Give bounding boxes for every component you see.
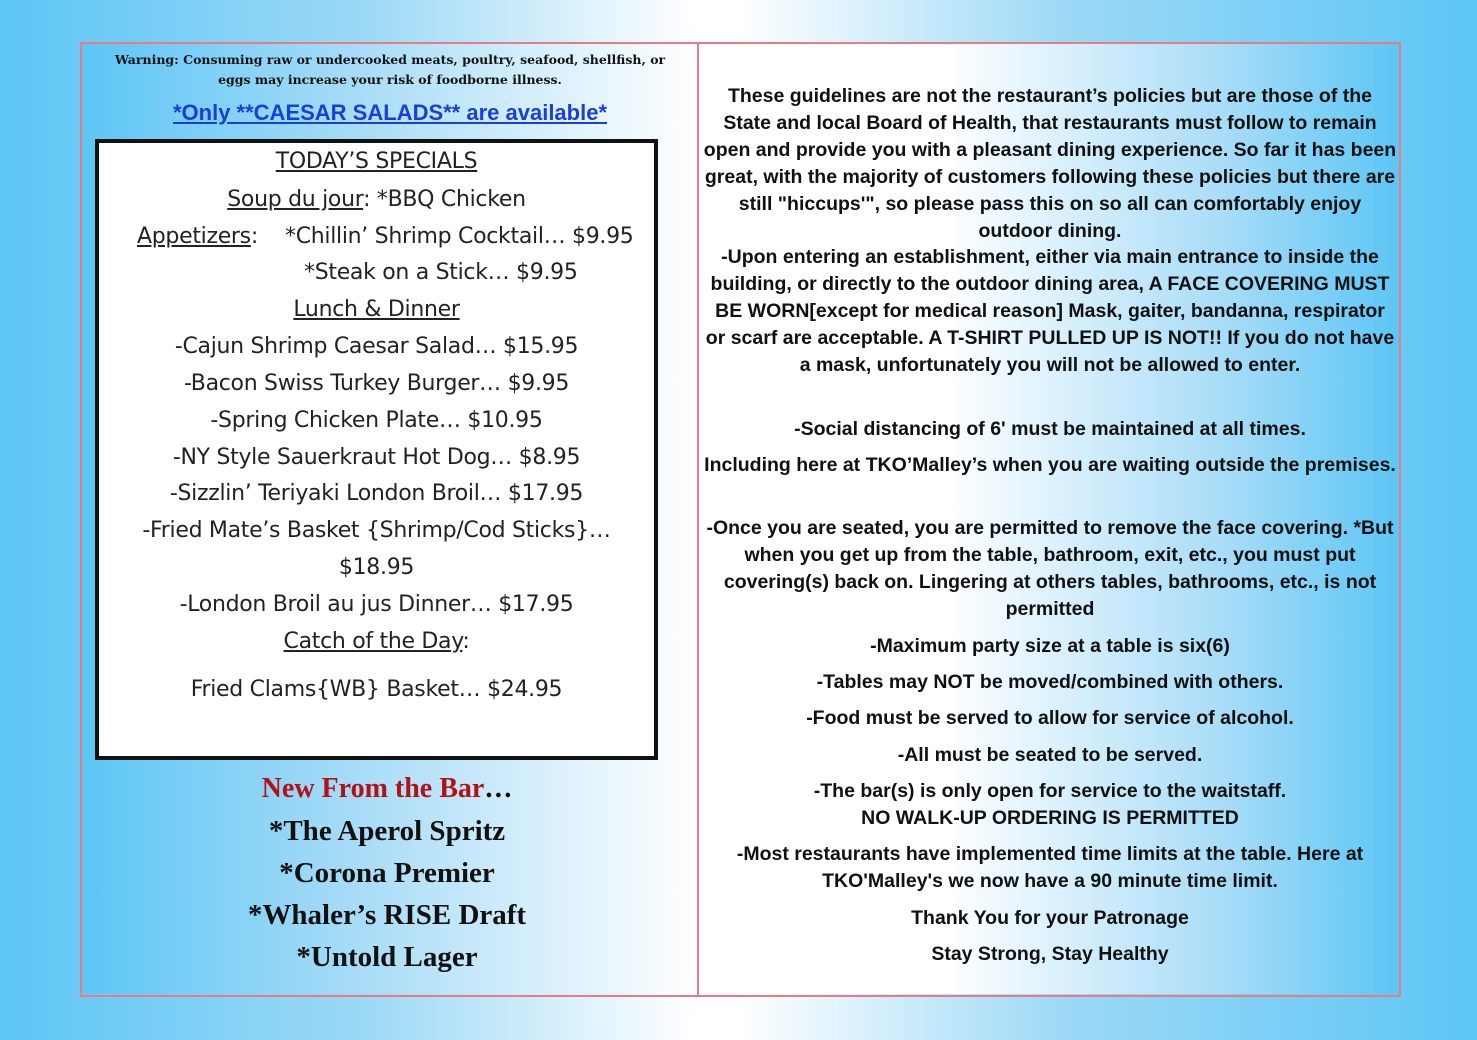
distancing-rule: -Social distancing of 6' must be maintained at all times. bbox=[794, 418, 1306, 440]
waiting-rule: Including here at TKO’Malley’s when you are waiting outside the premises. bbox=[704, 454, 1396, 476]
catch-heading: Catch of the Day: bbox=[283, 629, 470, 654]
thanks-line: Thank You for your Patronage bbox=[911, 907, 1189, 929]
bar-item: *The Aperol Spritz bbox=[268, 815, 506, 847]
soup-line bbox=[99, 187, 654, 212]
seated-served-rule: -All must be seated to be served. bbox=[897, 744, 1203, 766]
menu-item: -Bacon Swiss Turkey Burger… $9.95 bbox=[183, 371, 570, 396]
walk-up-rule: NO WALK-UP ORDERING IS PERMITTED bbox=[861, 807, 1239, 829]
warning-line-1: Warning: Consuming raw or undercooked meats, poultry, seafood, shellfish, or bbox=[114, 52, 666, 67]
tables-rule: -Tables may NOT be moved/combined with others. bbox=[816, 671, 1284, 693]
menu-item: -NY Style Sauerkraut Hot Dog… $8.95 bbox=[172, 445, 581, 470]
face-covering-rule: -Upon entering an establishment, either via main entrance to inside the building, or directly to the outdoor dining area, A FACE COVERING MUST BE WORN[except for medical reason] Mask, gaiter, bandanna, respirator or scarf are acceptable. A T-SHIRT PULLED UP IS NOT!! If you do not have a mask, unfortunately you will not be allowed to enter. bbox=[705, 246, 1395, 376]
time-limit-rule: -Most restaurants have implemented time limits at the table. Here at TKO'Malley's we now have a 90 minute time limit. bbox=[736, 843, 1364, 892]
seated-rule: -Once you are seated, you are permitted to remove the face covering. *But when you get up from the table, bathroom, exit, etc., you must put covering(s) back on. Lingering at others tables, bathrooms, etc., is not permitted bbox=[706, 517, 1394, 620]
menu-item: -Sizzlin’ Teriyaki London Broil… $17.95 bbox=[169, 481, 584, 506]
party-size-rule: -Maximum party size at a table is six(6) bbox=[870, 635, 1230, 657]
menu-item: -London Broil au jus Dinner… $17.95 bbox=[179, 592, 574, 617]
soup-label: Soup du jour bbox=[227, 187, 364, 212]
center-divider bbox=[697, 42, 699, 997]
appetizers-label: Appetizers bbox=[137, 224, 251, 249]
menu-item: -Cajun Shrimp Caesar Salad… $15.95 bbox=[174, 334, 579, 359]
catch-item: Fried Clams{WB} Basket… $24.95 bbox=[190, 677, 563, 702]
appetizer-1: *Chillin’ Shrimp Cocktail… $9.95 bbox=[285, 224, 634, 249]
menu-item: -Fried Mate’s Basket {Shrimp/Cod Sticks}… bbox=[142, 518, 611, 543]
warning-line-2: eggs may increase your risk of foodborne illness. bbox=[218, 72, 562, 87]
bar-title: New From the Bar… bbox=[261, 773, 513, 804]
menu-item-price: $18.95 bbox=[338, 555, 415, 580]
bar-item: *Untold Lager bbox=[296, 941, 478, 973]
specials-title: TODAY’S SPECIALS bbox=[275, 149, 478, 174]
bar-service-rule: -The bar(s) is only open for service to the waitstaff. bbox=[813, 780, 1287, 802]
caesar-salad-notice: *Only **CAESAR SALADS** are available* bbox=[172, 100, 608, 125]
stay-healthy-line: Stay Strong, Stay Healthy bbox=[931, 943, 1169, 965]
food-warning bbox=[92, 50, 688, 90]
guidelines-intro: These guidelines are not the restaurant’s policies but are those of the State and local Board of Health, that restaurants must follow to remain open and provide you with a pleasant dining experience. So far it has been great, with the majority of customers following these policies but there are still "hiccups'", so please pass this on so all can comfortably enjoy outdoor dining. bbox=[703, 85, 1397, 242]
food-rule: -Food must be served to allow for service of alcohol. bbox=[806, 707, 1294, 729]
bar-item: *Whaler’s RISE Draft bbox=[247, 899, 527, 931]
bar-item: *Corona Premier bbox=[279, 857, 495, 889]
soup-value: : *BBQ Chicken bbox=[363, 187, 526, 212]
lunch-dinner-heading: Lunch & Dinner bbox=[293, 297, 460, 322]
specials-board: TODAY’S SPECIALS Soup du jour: *BBQ Chicken Appetizers: *Chillin’ Shrimp Cocktail… $9.95 *Steak on a Stick… $9.95 Lunch & Dinner -Cajun Shrimp Caesar Salad… $15.95 -Bacon Swiss Turkey Burger… $9.95 -Spring Chicken Plate… $10.95 -NY Style Sauerkraut Hot Dog… $8.95 -Sizzlin’ Teriyaki London Broil… $17.95 -Fried Mate’s Basket {Shrimp/Cod Sticks}… $18.95 -London Broil au jus Dinner… $17.95 Catch of the Day: Fried Clams{WB} Basket… $24.95 bbox=[95, 139, 658, 760]
appetizer-2: *Steak on a Stick… $9.95 bbox=[304, 260, 578, 285]
menu-item: -Spring Chicken Plate… $10.95 bbox=[210, 408, 543, 433]
